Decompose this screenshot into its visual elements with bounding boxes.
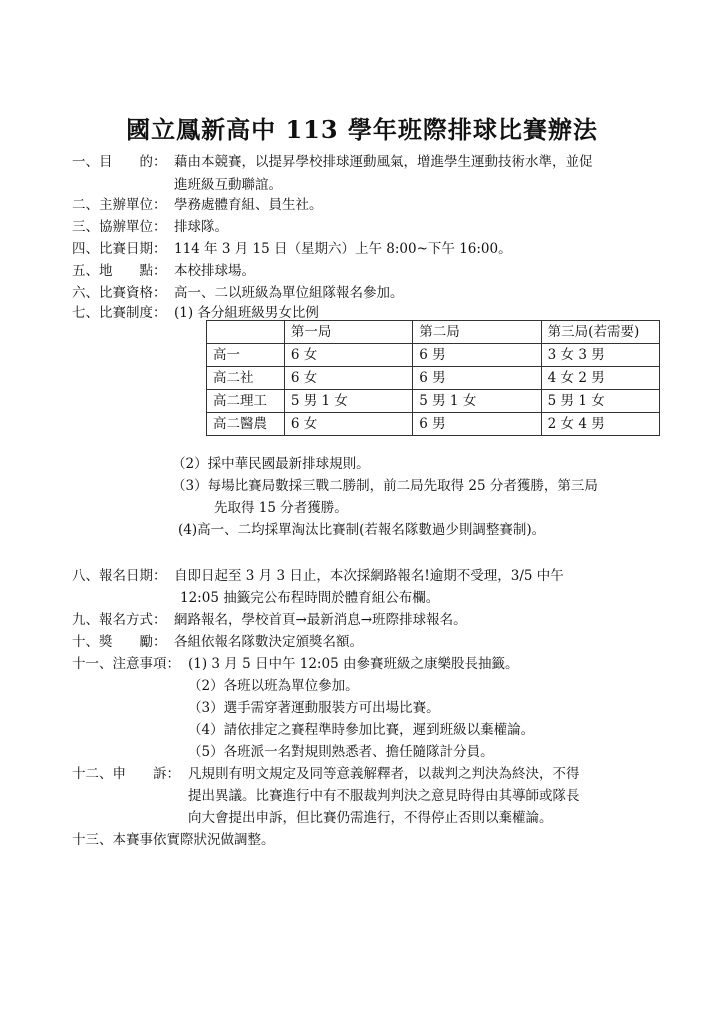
section-venue-label: 五、地 點： bbox=[72, 263, 167, 279]
section-system-text: (1) 各分組班級男女比例 bbox=[174, 305, 319, 321]
table-cell: 3 女 3 男 bbox=[541, 344, 659, 367]
table-header-cell: 第三局(若需要) bbox=[541, 321, 659, 344]
section-purpose-text-2: 進班級互動聯誼。 bbox=[174, 177, 282, 193]
registration-method-label: 九、報名方式： bbox=[72, 612, 167, 628]
table-cell: 6 男 bbox=[413, 367, 541, 390]
table-cell: 6 男 bbox=[413, 413, 541, 436]
note-item: (1) 3 月 5 日中午 12:05 由參賽班級之康樂股長抽籤。 bbox=[188, 656, 519, 672]
table-row bbox=[207, 344, 660, 367]
table-cell: 高二醫農 bbox=[207, 413, 285, 436]
section-coorganizer-text: 排球隊。 bbox=[174, 219, 228, 235]
rule-3: （3）每場比賽局數採三戰二勝制，前二局先取得 25 分者獲勝，第三局 bbox=[172, 478, 598, 494]
table-row bbox=[207, 390, 660, 413]
notes-label: 十一、注意事項： bbox=[72, 656, 180, 672]
section-organizer-text: 學務處體育組、員生社。 bbox=[174, 197, 323, 213]
table-row bbox=[207, 367, 660, 390]
section-date-label: 四、比賽日期： bbox=[72, 241, 167, 257]
table-cell: 5 男 1 女 bbox=[284, 390, 412, 413]
table-header-row bbox=[207, 321, 660, 344]
section-eligibility-text: 高一、二以班級為單位組隊報名參加。 bbox=[174, 285, 404, 301]
registration-date-text-2: 12:05 抽籤完公布程時間於體育組公布欄。 bbox=[180, 590, 440, 606]
table-cell: 6 女 bbox=[284, 344, 412, 367]
table-row bbox=[207, 413, 660, 436]
registration-method-text: 網路報名，學校首頁→最新消息→班際排球報名。 bbox=[174, 612, 467, 628]
appeal-text: 凡規則有明文規定及同等意義解釋者，以裁判之判決為終決，不得 bbox=[188, 766, 580, 782]
page-title: 國立鳳新高中 113 學年班際排球比賽辦法 bbox=[126, 115, 598, 144]
table-cell: 6 女 bbox=[284, 413, 412, 436]
note-item: （3）選手需穿著運動服裝方可出場比賽。 bbox=[188, 700, 440, 716]
section-purpose-text: 藉由本競賽，以提昇學校排球運動風氣，增進學生運動技術水準，並促 bbox=[174, 154, 593, 170]
table-header-cell: 第一局 bbox=[284, 321, 412, 344]
note-item: （5）各班派一名對規則熟悉者、擔任隨隊計分員。 bbox=[188, 744, 494, 760]
table-cell: 4 女 2 男 bbox=[541, 367, 659, 390]
section-purpose-label: 一、目 的： bbox=[72, 154, 167, 170]
registration-date-label: 八、報名日期： bbox=[72, 568, 167, 584]
note-item: （4）請依排定之賽程準時參加比賽，遲到班級以棄權論。 bbox=[188, 722, 535, 738]
registration-date-text: 自即日起至 3 月 3 日止，本次採網路報名!逾期不受理，3/5 中午 bbox=[174, 568, 564, 584]
appeal-label: 十二、申 訴： bbox=[72, 766, 180, 782]
final-note: 十三、本賽事依實際狀況做調整。 bbox=[72, 832, 275, 848]
award-label: 十、獎 勵： bbox=[72, 634, 167, 650]
section-organizer-label: 二、主辦單位： bbox=[72, 197, 167, 213]
award-text: 各組依報名隊數決定頒獎名額。 bbox=[174, 634, 363, 650]
section-eligibility-label: 六、比賽資格： bbox=[72, 285, 167, 301]
rule-4: (4)高一、二均採單淘汰比賽制(若報名隊數過少則調整賽制)。 bbox=[178, 522, 546, 538]
table-header-cell bbox=[207, 321, 285, 344]
section-system-label: 七、比賽制度： bbox=[72, 305, 167, 321]
section-venue-text: 本校排球場。 bbox=[174, 263, 255, 279]
section-date-text: 114 年 3 月 15 日（星期六）上午 8:00~下午 16:00。 bbox=[174, 241, 512, 257]
appeal-text-3: 向大會提出申訴，但比賽仍需進行，不得停止否則以棄權論。 bbox=[188, 810, 553, 826]
gender-ratio-table bbox=[206, 320, 660, 436]
table-cell: 高二理工 bbox=[207, 390, 285, 413]
note-item: （2）各班以班為單位參加。 bbox=[188, 678, 359, 694]
rule-2: （2）採中華民國最新排球規則。 bbox=[172, 456, 370, 472]
rule-3-continued: 先取得 15 分者獲勝。 bbox=[214, 500, 348, 516]
table-cell: 5 男 1 女 bbox=[413, 390, 541, 413]
table-cell: 5 男 1 女 bbox=[541, 390, 659, 413]
section-coorganizer-label: 三、協辦單位： bbox=[72, 219, 167, 235]
table-cell: 2 女 4 男 bbox=[541, 413, 659, 436]
table-cell: 6 男 bbox=[413, 344, 541, 367]
table-cell: 高一 bbox=[207, 344, 285, 367]
table-header-cell: 第二局 bbox=[413, 321, 541, 344]
table-cell: 6 女 bbox=[284, 367, 412, 390]
table-cell: 高二社 bbox=[207, 367, 285, 390]
appeal-text-2: 提出異議。比賽進行中有不服裁判判決之意見時得由其導師或隊長 bbox=[188, 788, 580, 804]
